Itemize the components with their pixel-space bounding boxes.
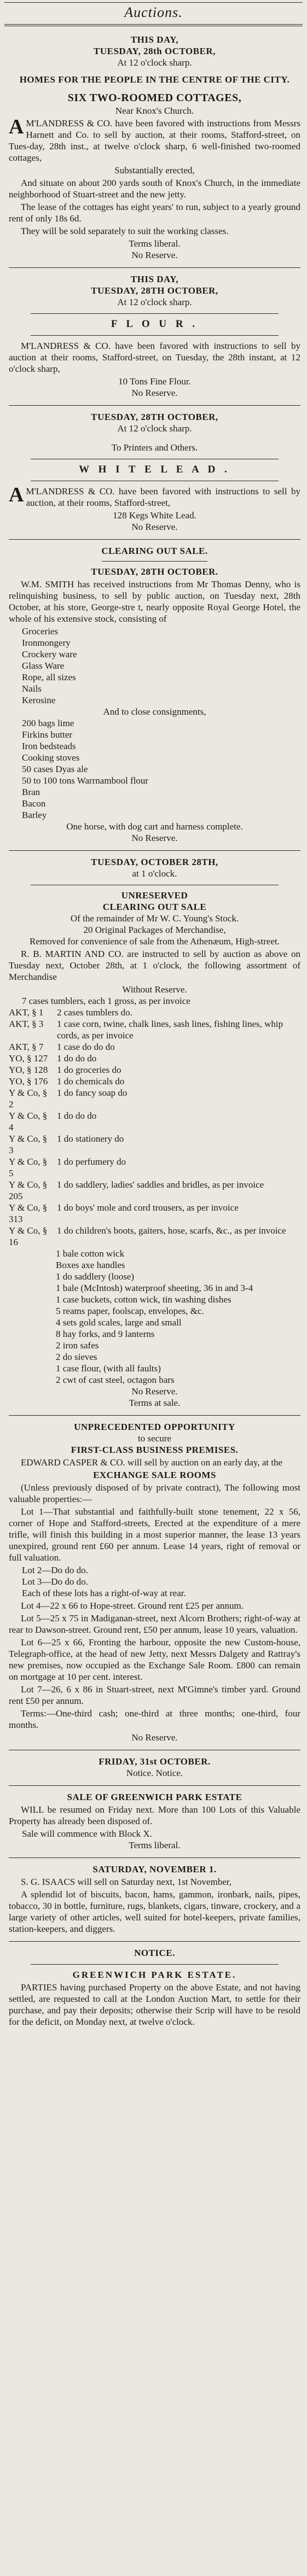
ad9-date: SATURDAY, NOVEMBER 1. [92, 1864, 217, 1874]
ad5-lot-table [9, 1007, 300, 1248]
ad6-h2: to secure [138, 1433, 171, 1444]
ad6-lot3: Lot 3—Do do do. [22, 1576, 88, 1587]
table-row [9, 1053, 300, 1064]
ad2-item: 10 Tons Fine Flour. [118, 376, 191, 387]
list-item: Ironmongery [22, 638, 71, 648]
ad-business-premises [9, 1421, 300, 1743]
lot-text: 1 do fancy soap do [57, 1088, 128, 1098]
ad2-heading: F L O U R . [111, 318, 199, 330]
lot-mark: Y & Co, § 205 [9, 1179, 48, 1201]
ad5-h5: Removed for convenience of sale from the Athenæum, High-street. [30, 936, 280, 947]
lot-mark: Y & Co, § 5 [9, 1156, 48, 1178]
lot-text: 1 do perfumery do [57, 1156, 126, 1167]
ad1-terms: Terms liberal. [129, 238, 181, 249]
lot-mark: Y & Co, § 313 [9, 1202, 48, 1224]
list-item: Crockery ware [22, 649, 77, 659]
list-item: Firkins butter [22, 729, 73, 740]
list-item: 1 case flour, (with all faults) [56, 1363, 161, 1374]
ad3-heading: W H I T E L E A D . [79, 464, 230, 475]
ad3-item: 128 Kegs White Lead. [113, 510, 196, 521]
list-item: 1 do saddlery (loose) [56, 1271, 135, 1282]
lot-text: 1 do saddlery, ladies' saddles and bridles, as per invoice [57, 1179, 264, 1190]
ad7-date: FRIDAY, 31st OCTOBER. [99, 1756, 211, 1767]
ad-cottages [9, 34, 300, 261]
ad6-lot4: Lot 4—22 x 66 to Hope-street. Ground rent £25 per annum. [21, 1600, 244, 1611]
ad3-date2: TUESDAY, 28TH OCTOBER, [91, 412, 218, 422]
ad3-time: At 12 o'clock sharp. [117, 423, 192, 434]
ad6-h3: FIRST-CLASS BUSINESS PREMISES. [71, 1445, 239, 1455]
ad4-title: CLEARING OUT SALE. [101, 546, 208, 556]
divider [9, 1941, 300, 1942]
ad1-reserve: No Reserve. [131, 250, 178, 260]
ad5-h1: UNRESERVED [121, 890, 188, 901]
header-rule [4, 24, 303, 26]
list-item: 50 cases Dyas ale [22, 764, 88, 774]
lot-text: 1 do do do [57, 1053, 97, 1064]
ad5-reserve: No Reserve. [131, 1386, 178, 1397]
divider [31, 313, 279, 314]
lot-text: 2 cases tumblers do. [57, 1007, 132, 1018]
ad-greenwich-notice [9, 1947, 300, 2028]
ad1-heading: HOMES FOR THE PEOPLE IN THE CENTRE OF THE CITY. [19, 74, 290, 85]
table-row [9, 1018, 300, 1041]
ad-white-lead [9, 411, 300, 533]
list-item: 2 do sieves [56, 1352, 97, 1362]
ad4-reserve: No Reserve. [131, 833, 178, 843]
list-item: Boxes axe handles [56, 1260, 125, 1270]
ad1-body3: And situate on about 200 yards south of Knox's Church, in the immediate neighborhood of Stuart-street and the new jetty. [9, 178, 300, 200]
list-item: 5 reams paper, foolscap, envelopes, &c. [56, 1306, 204, 1316]
ad6-lot2: Lot 2—Do do do. [22, 1565, 88, 1575]
section-header: Auctions. [124, 4, 183, 20]
ad4-also: One horse, with dog cart and harness complete. [66, 821, 243, 832]
lot-mark: Y & Co, § 4 [9, 1111, 48, 1132]
list-item: Rope, all sizes [22, 672, 76, 682]
ad5-time: at 1 o'clock. [132, 868, 177, 879]
ad6-terms: Terms:—One-third cash; one-third at three months; one-third, four months. [9, 1708, 300, 1730]
ad6-rooms: EXCHANGE SALE ROOMS [93, 1470, 216, 1480]
lot-text: 1 case corn, twine, chalk lines, sash lines, fishing lines, whip cords, as per invoice [57, 1019, 283, 1041]
ad8-body: WILL be resumed on Friday next. More than 100 Lots of this Valuable Property has already been disposed of. [9, 1804, 300, 1826]
ad1-date1: THIS DAY, [130, 34, 179, 45]
ad6-body2: (Unless previously disposed of by private contract), The following most valuable properties:— [9, 1482, 300, 1504]
lot-mark: Y & Co, § 3 [9, 1134, 48, 1155]
list-item: Kerosine [22, 695, 56, 705]
divider [102, 561, 207, 562]
ad5-body: R. B. MARTIN AND CO. are instructed to sell by auction as above on Tuesday next, October 28th, at 1 o'clock, the following assortment of Merchandise [9, 949, 300, 982]
list-item: 200 bags lime [22, 718, 74, 728]
ad4-item-list [9, 626, 300, 706]
ad4-body: W.M. SMITH has received instructions from Mr Thomas Denny, who is relinquishing business, to sell by public auction, on Tuesday next, 28th October, at his store, George-stre t, nearly opposite Royal George Hotel, the whole of his extensive stock, consisting of [9, 579, 300, 624]
ad1-body2: Substantially erected, [114, 165, 195, 176]
ad5-date: TUESDAY, OCTOBER 28TH, [91, 857, 218, 867]
list-item: Cooking stoves [22, 752, 80, 763]
ad5-h3: Of the remainder of Mr W. C. Young's Stock. [70, 913, 239, 924]
auctions-column [9, 34, 300, 2029]
lot-mark: Y & Co, § 2 [9, 1088, 48, 1109]
ad6-body: EDWARD CASPER & CO. will sell by auction on an early day, at the [21, 1457, 283, 1468]
lot-mark: AKT, § 3 [9, 1019, 44, 1029]
ad2-body: M'LANDRESS & CO. have been favored with instructions to sell by auction at their rooms, Stafford-street, on Tuesday, the 28th instant, at 12 o'clock sharp, [9, 341, 300, 374]
ad4-date: TUESDAY, 28TH OCTOBER. [91, 566, 218, 577]
table-row [9, 1064, 300, 1076]
lot-text: 1 do chemicals do [57, 1076, 125, 1087]
divider [9, 1415, 300, 1416]
ad1-body: M'LANDRESS & CO. have been favored with instructions from Messrs Harnett and Co. to sell by auction, at their rooms, Stafford-street, on Tues-day, 28th inst., at twelve o'clock sharp, 6 well-finished two-roomed cottages, [9, 118, 300, 163]
divider [9, 405, 300, 406]
lot-text: 1 do children's boots, gaiters, hose, scarfs, &c., as per invoice [57, 1225, 286, 1236]
lot-text: 1 case do do do [57, 1042, 115, 1052]
ad2-time: At 12 o'clock sharp. [117, 297, 192, 307]
ad1-dropcap: A [9, 115, 24, 138]
lot-mark: YO, § 127 [9, 1053, 48, 1064]
ad5-terms: Terms at sale. [129, 1398, 181, 1408]
list-item: Nails [22, 684, 42, 694]
list-item: 1 case buckets, cotton wick, tin washing dishes [56, 1294, 231, 1305]
list-item: 2 iron safes [56, 1340, 99, 1351]
lot-text: 1 do groceries do [57, 1065, 121, 1075]
ad-unreserved-sale [9, 856, 300, 1409]
table-row [9, 1041, 300, 1053]
ad1-body5: They will be sold separately to suit the working classes. [21, 226, 229, 236]
ad6-lot1: Lot 1—That substantial and faithfully-built stone tenement, 22 x 56, corner of Hope and Stafford-streets, Erected at the expenditure of a mere trifle, will finish this building in a most superior manner, the lease 13 years unexpired, ground rent £60 per annum. Lease 14 years, right of removal or full valuation. [9, 1506, 300, 1563]
list-item: 1 bale cotton wick [56, 1248, 125, 1259]
ad4-and: And to close consignments, [103, 706, 206, 717]
table-row [9, 1087, 300, 1110]
ad5-without: Without Reserve. [122, 984, 187, 995]
list-item: Iron bedsteads [22, 741, 76, 751]
list-item: Bran [22, 787, 40, 797]
top-rule [4, 2, 303, 3]
list-item: Barley [22, 810, 47, 820]
ad3-dropcap: A [9, 483, 24, 506]
divider [9, 1857, 300, 1858]
ad-isaacs-sale [9, 1864, 300, 1935]
ad-greenwich-sale [9, 1791, 300, 1851]
list-item: 1 bale (McIntosh) waterproof sheeting, 36 in and 3-4 [56, 1283, 253, 1293]
ad-notice-friday [9, 1756, 300, 1779]
table-row [9, 1076, 300, 1087]
ad2-date1: THIS DAY, [130, 274, 179, 284]
divider [31, 335, 279, 336]
ad3-to: To Printers and Others. [111, 442, 198, 453]
ad3-reserve: No Reserve. [131, 522, 178, 532]
ad3-body: M'LANDRESS & CO. have been favored with instructions to sell by auction, at their rooms, Stafford-street, [26, 486, 300, 508]
ad6-reserve: No Reserve. [131, 1732, 178, 1743]
list-item: Glass Ware [22, 661, 65, 671]
ad4-item-list-2 [9, 717, 300, 821]
ad6-h1: UNPRECEDENTED OPPORTUNITY [74, 1422, 235, 1432]
table-row [9, 1225, 300, 1248]
ad1-subheading: SIX TWO-ROOMED COTTAGES, [67, 92, 242, 104]
divider [9, 267, 300, 268]
lot-text: 1 do boys' mole and cord trousers, as per invoice [57, 1202, 239, 1213]
ad6-lot7: Lot 7—26, 6 x 86 in Stuart-street, next M'Gimne's timber yard. Ground rent £50 per annum. [9, 1684, 300, 1706]
lot-mark: YO, § 176 [9, 1076, 48, 1087]
table-row [9, 1133, 300, 1156]
ad6-each: Each of these lots has a right-of-way at rear. [22, 1588, 186, 1598]
list-item: 8 hay forks, and 9 lanterns [56, 1329, 155, 1339]
ad5-extras [9, 1248, 300, 1386]
lot-text: 1 do do do [57, 1111, 97, 1121]
table-row [9, 1007, 300, 1018]
divider [9, 850, 300, 851]
list-item: 50 to 100 tons Warrnambool flour [22, 775, 149, 786]
ad6-lot6: Lot 6—25 x 66, Fronting the harbour, opposite the new Custom-house, Telegraph-office, at the head of new Jetty, next Messrs Dalgety and Rattray's new premises, now occupied as the Exchange Sale Room. £800 can remain on mortgage at 10 per cent. interest. [9, 1637, 300, 1682]
ad8-terms: Terms liberal. [129, 1840, 181, 1850]
ad7-notice: Notice. Notice. [126, 1768, 183, 1778]
ad1-time: At 12 o'clock sharp. [117, 57, 192, 68]
table-row [9, 1110, 300, 1133]
lot-mark: Y & Co, § 16 [9, 1225, 48, 1247]
table-row [9, 1156, 300, 1179]
ad2-reserve: No Reserve. [131, 388, 178, 398]
table-row [9, 1179, 300, 1202]
list-item: 2 cwt of cast steel, octagon bars [56, 1375, 175, 1385]
ad1-body4: The lease of the cottages has eight years' to run, subject to a yearly ground rent of only 18s 6d. [9, 202, 300, 224]
ad1-date2: TUESDAY, 28th OCTOBER, [94, 46, 216, 56]
ad9-body2: A splendid lot of biscuits, bacon, hams, gammon, ironbark, nails, pipes, tobacco, 30 in bottle, furniture, rugs, blankets, cigars, tinware, crockery, and a large variety of other articles, well suited for hotel-keepers, private families, station-keepers, and diggers. [9, 1889, 300, 1934]
ad9-body: S. G. ISAACS will sell on Saturday next, 1st November, [21, 1877, 232, 1887]
ad10-notice: NOTICE. [134, 1948, 175, 1958]
ad10-body: PARTIES having purchased Property on the above Estate, and not having settled, are requested to call at the London Auction Mart, to settle for their purchase, and pay their deposits; otherwise their Scrip will have to be resold for the deficit, on Monday next, at twelve o'clock. [9, 1982, 300, 2027]
list-item: Bacon [22, 798, 46, 809]
ad5-h2: CLEARING OUT SALE [102, 902, 207, 912]
divider [9, 1785, 300, 1786]
lot-mark: AKT, § 7 [9, 1042, 44, 1052]
lot-mark: AKT, § 1 [9, 1007, 44, 1018]
divider [9, 539, 300, 540]
ad-flour [9, 273, 300, 399]
ad10-heading: GREENWICH PARK ESTATE. [72, 1970, 237, 1980]
ad1-near: Near Knox's Church. [115, 106, 194, 116]
ad8-heading: SALE OF GREENWICH PARK ESTATE [67, 1792, 242, 1802]
ad5-lot-0: 7 cases tumblers, each 1 gross, as per invoice [22, 996, 190, 1006]
divider [31, 1964, 279, 1965]
table-row [9, 1202, 300, 1225]
lot-mark: YO, § 128 [9, 1065, 48, 1075]
ad8-sale: Sale will commence with Block X. [22, 1829, 152, 1839]
ad6-lot5: Lot 5—25 x 75 in Madiganan-street, next Alcorn Brothers; right-of-way at rear to Dawson-street. Ground rent, £50 per annum, lease 10 years, valuation. [9, 1613, 300, 1635]
lot-text: 1 do stationery do [57, 1134, 124, 1144]
ad2-date2: TUESDAY, 28TH OCTOBER, [91, 285, 218, 296]
ad5-h4: 20 Original Packages of Merchandise, [83, 925, 226, 935]
list-item: Groceries [22, 626, 59, 636]
list-item: 4 sets gold scales, large and small [56, 1317, 182, 1328]
ad-clearing-sale [9, 545, 300, 844]
